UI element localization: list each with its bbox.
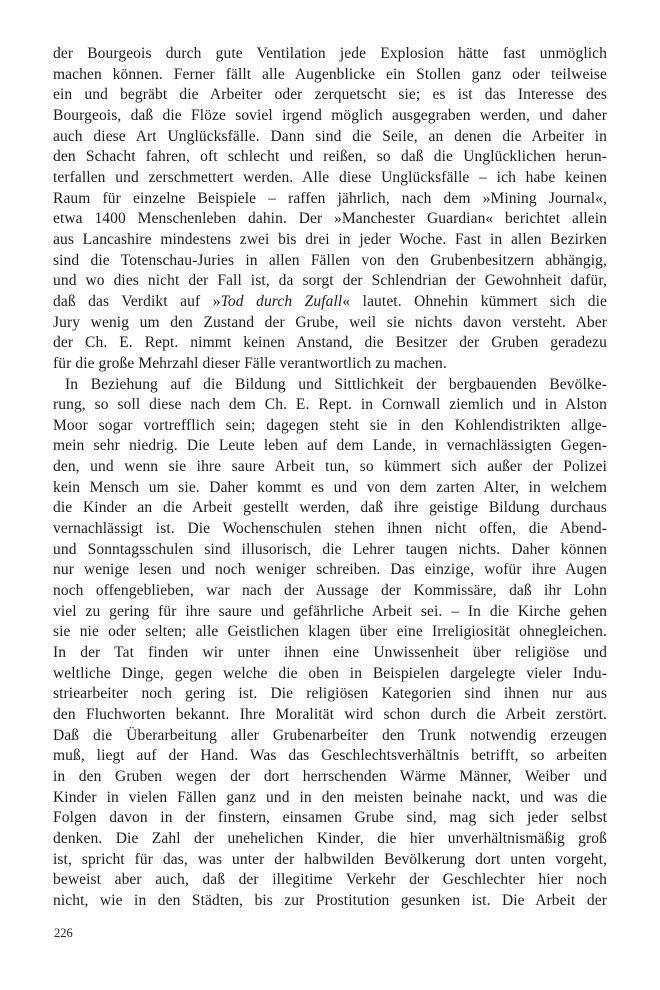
text-line: Bourgeois, daß die Flöze soviel irgend möglich ausgegraben werden, und daher bbox=[53, 106, 607, 124]
text-line: und Sonntagsschulen sind illusorisch, die Lehrer taugen nichts. Daher können bbox=[53, 540, 607, 558]
text-line: daß das Verdikt auf »Tod durch Zufall« lautet. Ohnehin kümmert sich die bbox=[53, 292, 607, 310]
text-line: Daß die Überarbeitung aller Grubenarbeiter den Trunk notwendig erzeugen bbox=[53, 726, 607, 744]
text-line: beweist aber auch, daß der illegitime Verkehr der Geschlechter hier noch bbox=[53, 871, 607, 889]
text-line: noch offengeblieben, war nach der Aussage der Kommissäre, daß ihr Lohn bbox=[53, 582, 607, 600]
text-line: den Fluchworten bekannt. Ihre Moralität wird schon durch die Arbeit zerstört. bbox=[53, 706, 607, 723]
text-line: sie nie oder selten; alle Geistlichen klagen über eine Irreligiosität ohnegleichen. bbox=[53, 623, 607, 641]
text-line: Jury wenig um den Zustand der Grube, weil sie nichts davon versteht. Aber bbox=[53, 313, 607, 331]
text-line: terfallen und zerschmettert werden. Alle diese Unglücksfälle – ich habe keinen bbox=[53, 168, 607, 186]
text-line: In Beziehung auf die Bildung und Sittlichkeit der bergbauenden Bevölke- bbox=[65, 375, 607, 393]
text-line: viel zu gering für ihre saure und gefährliche Arbeit sei. – In die Kirche gehen bbox=[53, 602, 607, 620]
text-line: für die große Mehrzahl dieser Fälle verantwortlich zu machen. bbox=[53, 354, 447, 372]
text-line: Moor sogar vortrefflich sein; dagegen steht sie in den Kohlendistrikten allge- bbox=[53, 416, 607, 434]
text-line: kein Mensch um sie. Daher kommt es und von dem zarten Alter, in welchem bbox=[53, 478, 607, 496]
text-line: striearbeiter noch gering ist. Die religiösen Kategorien sind ihnen nur aus bbox=[53, 685, 607, 703]
text-line: in den Gruben wegen der dort herrschenden Wärme Männer, Weiber und bbox=[53, 767, 607, 785]
text-line: nur wenige lesen und noch weniger schreiben. Das einzige, wofür ihre Augen bbox=[53, 561, 607, 579]
text-line: auch diese Art Unglücksfälle. Dann sind die Seile, an denen die Arbeiter in bbox=[53, 127, 607, 145]
text-column bbox=[53, 44, 607, 912]
text-line: ein und begräbt die Arbeiter oder zerquetscht sie; es ist das Interesse des bbox=[53, 86, 607, 104]
page-number: 226 bbox=[54, 926, 73, 940]
text-line: der Bourgeois durch gute Ventilation jede Explosion hätte fast unmöglich bbox=[53, 45, 607, 62]
text-line: nicht, wie in den Städten, bis zur Prostitution gesunken ist. Die Arbeit der bbox=[53, 891, 607, 909]
text-line: und wo dies nicht der Fall ist, da sorgt der Schlendrian der Gewohnheit dafür, bbox=[53, 272, 607, 290]
text-line: die Kinder an die Arbeit gestellt werden, daß ihre geistige Bildung durchaus bbox=[53, 499, 607, 517]
text-line: muß, liegt auf der Hand. Was das Geschlechtsverhältnis betrifft, so arbeiten bbox=[53, 747, 607, 765]
text-line: ist, spricht für das, was unter der halbwilden Bevölkerung dort unten vorgeht, bbox=[53, 850, 607, 868]
paragraph bbox=[53, 375, 607, 912]
text-line: mein sehr niedrig. Die Leute leben auf dem Lande, in vernachlässigten Gegen- bbox=[53, 437, 607, 455]
text-line: In der Tat finden wir unter ihnen eine Unwissenheit über religiöse und bbox=[53, 644, 607, 662]
text-line: den, und wenn sie ihre saure Arbeit tun, so kümmert sich außer der Polizei bbox=[53, 458, 607, 476]
text-line: machen können. Ferner fällt alle Augenblicke ein Stollen ganz oder teilweise bbox=[53, 65, 607, 83]
text-line: vernachlässigt ist. Die Wochenschulen stehen ihnen nicht offen, die Abend- bbox=[53, 520, 607, 538]
text-line: Raum für einzelne Beispiele – raffen jährlich, nach dem »Mining Journal«, bbox=[53, 189, 607, 207]
text-line: weltliche Dinge, gegen welche die oben in Beispielen dargelegte vieler Indu- bbox=[53, 664, 607, 682]
text-line: Kinder in vielen Fällen ganz und in den meisten beinahe nackt, und was die bbox=[53, 788, 607, 806]
text-line: rung, so soll diese nach dem Ch. E. Rept. in Cornwall ziemlich und in Alston bbox=[53, 396, 607, 414]
text-line: aus Lancashire mindestens zwei bis drei in jeder Woche. Fast in allen Bezirken bbox=[53, 230, 607, 248]
text-line: etwa 1400 Menschenleben dahin. Der »Manchester Guardian« berichtet allein bbox=[53, 210, 607, 228]
text-line: sind die Totenschau-Juries in allen Fällen von den Grubenbesitzern abhängig, bbox=[53, 251, 607, 269]
text-line: der Ch. E. Rept. nimmt keinen Anstand, die Besitzer der Gruben geradezu bbox=[53, 334, 607, 352]
text-line: denken. Die Zahl der unehelichen Kinder, die hier unverhältnismäßig groß bbox=[53, 829, 607, 847]
text-line: den Schacht fahren, oft schlecht und reißen, so daß die Unglücklichen herun- bbox=[53, 148, 607, 166]
paragraph bbox=[53, 44, 607, 375]
text-line: Folgen davon in der finstern, einsamen Grube sind, mag sich jeder selbst bbox=[53, 809, 607, 827]
